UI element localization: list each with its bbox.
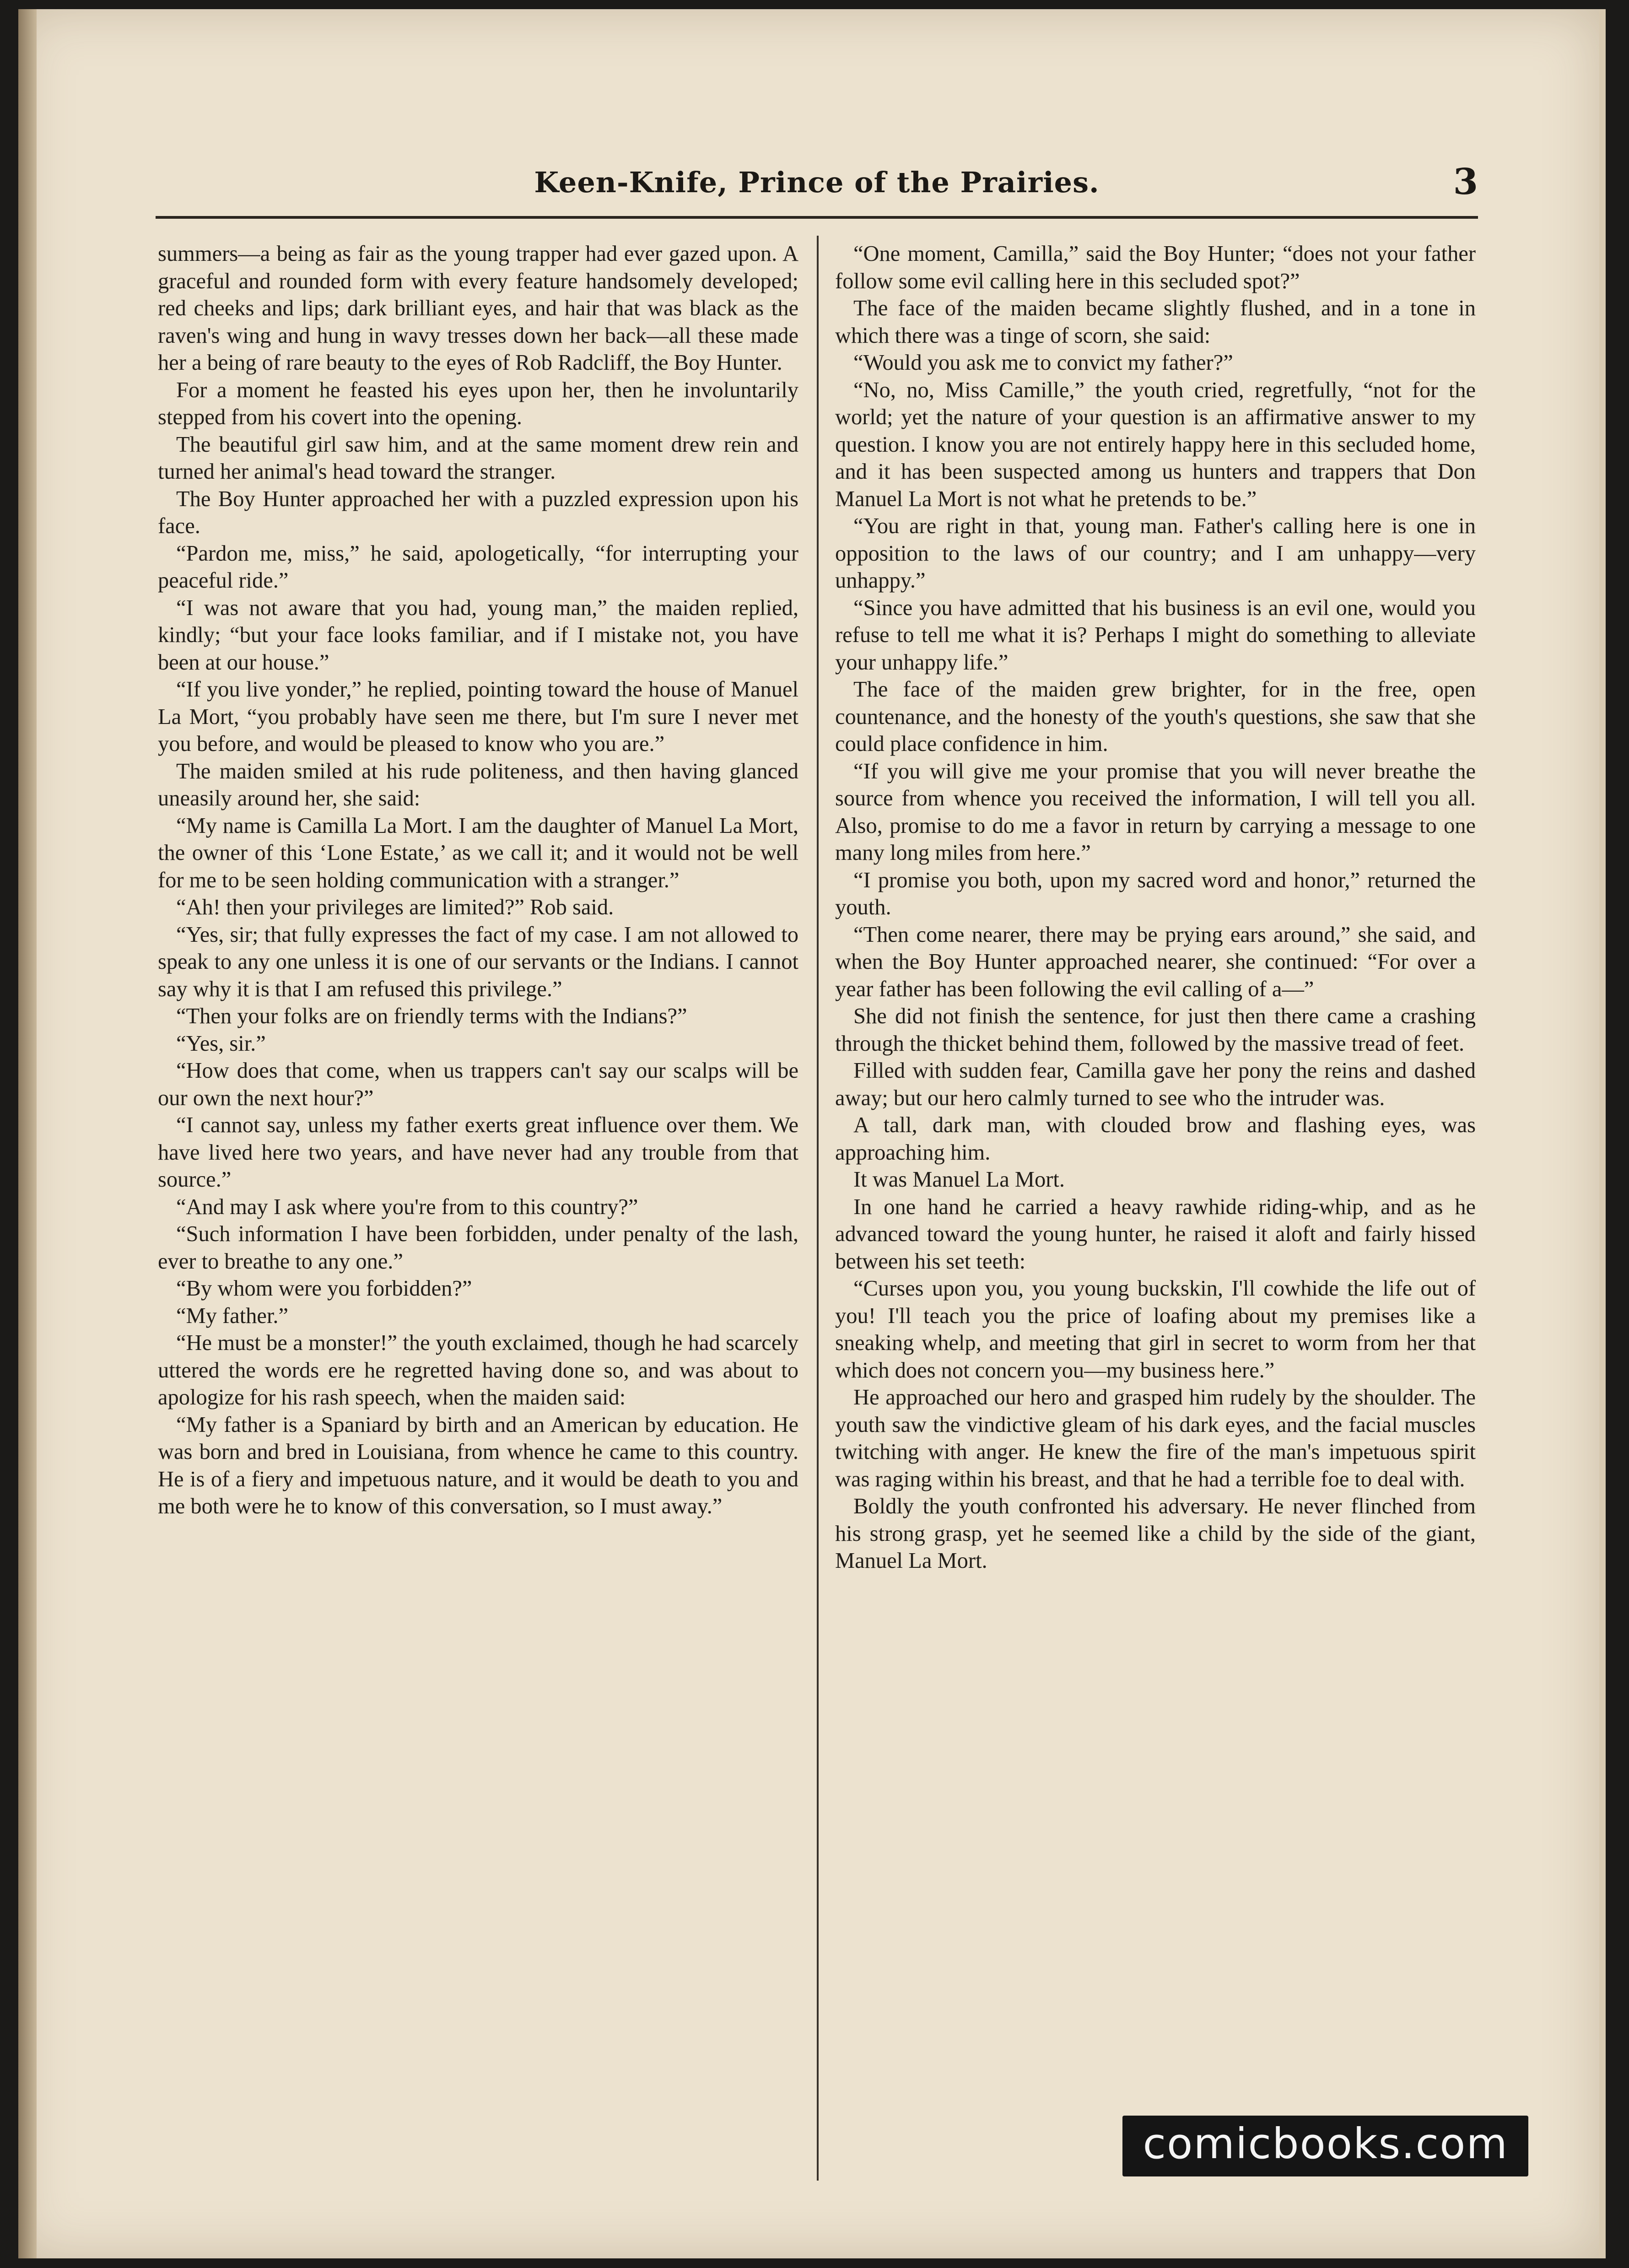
paragraph: “By whom were you forbidden?” [176, 1276, 472, 1301]
paragraph: Filled with sudden fear, Camilla gave her pony the reins and dashed away; but our hero calmly turned to see who the intruder was. [835, 1058, 1476, 1110]
paragraph: He approached our hero and grasped him rudely by the shoulder. The youth saw the vindictive gleam of his dark eyes, and the facial muscles twitching with anger. He knew the fire of the man's impetuous spirit was raging within his breast, and that he had a terrible foe to deal with. [835, 1385, 1476, 1491]
paragraph: “My name is Camilla La Mort. I am the daughter of Manuel La Mort, the owner of this ‘Lone Estate,’ as we call it; and it would not be well for me to be seen holding communication with a stranger.” [158, 813, 798, 892]
text-column-right [835, 240, 1476, 1575]
text-column-left [158, 240, 798, 1520]
paragraph: “My father.” [176, 1303, 289, 1328]
page-binding-edge [18, 9, 37, 2258]
paragraph: “Pardon me, miss,” he said, apologetically, “for interrupting your peaceful ride.” [158, 541, 798, 593]
site-watermark: comicbooks.com [1122, 2116, 1528, 2176]
magazine-page [18, 9, 1606, 2258]
paragraph: “If you will give me your promise that you will never breathe the source from whence you received the information, I will tell you all. Also, promise to do me a favor in return by carrying a message to one many long miles from here.” [835, 759, 1476, 865]
paragraph: “How does that come, when us trappers can't say our scalps will be our own the next hour?” [158, 1058, 798, 1110]
paragraph: The maiden smiled at his rude politeness, and then having glanced uneasily around her, she said: [158, 759, 798, 810]
paragraph: “My father is a Spaniard by birth and an American by education. He was born and bred in Louisiana, from whence he came to this country. He is of a fiery and impetuous nature, and it would be death to you and me both were he to know of this conversation, so I must away.” [158, 1412, 798, 1518]
page-header [156, 161, 1478, 219]
paragraph: “I was not aware that you had, young man,” the maiden replied, kindly; “but your face looks familiar, and if I mistake not, you have been at our house.” [158, 595, 798, 675]
paragraph: “Would you ask me to convict my father?” [853, 351, 1233, 375]
paragraph: “I promise you both, upon my sacred word and honor,” returned the youth. [835, 868, 1476, 919]
paragraph: “Such information I have been forbidden, under penalty of the lash, ever to breathe to any one.” [158, 1222, 798, 1274]
paragraph: For a moment he feasted his eyes upon her, then he involuntarily stepped from his covert into the opening. [158, 378, 798, 429]
paragraph: “And may I ask where you're from to this country?” [176, 1194, 638, 1219]
paragraph: “One moment, Camilla,” said the Boy Hunter; “does not your father follow some evil calling here in this secluded spot?” [835, 242, 1476, 293]
paragraph: The face of the maiden grew brighter, for in the free, open countenance, and the honesty of the youth's questions, she saw that she could place confidence in him. [835, 677, 1476, 756]
paragraph: “Since you have admitted that his business is an evil one, would you refuse to tell me what it is? Perhaps I might do something to alleviate your unhappy life.” [835, 595, 1476, 675]
paragraph: In one hand he carried a heavy rawhide riding-whip, and as he advanced toward the young hunter, he raised it aloft and fairly hissed between his set teeth: [835, 1194, 1476, 1274]
paragraph: The Boy Hunter approached her with a puzzled expression upon his face. [158, 486, 798, 538]
paragraph: “No, no, Miss Camille,” the youth cried, regretfully, “not for the world; yet the nature of your question is an affirmative answer to my question. I know you are not entirely happy here in this secluded home, and it has been suspected among us hunters and trappers that Don Manuel La Mort is not what he pretends to be.” [835, 378, 1476, 511]
paragraph: “Yes, sir; that fully expresses the fact of my case. I am not allowed to speak to any one unless it is one of our servants or the Indians. I cannot say why it is that I am refused this privilege.” [158, 922, 798, 1001]
paragraph: “I cannot say, unless my father exerts great influence over them. We have lived here two years, and have never had any trouble from that source.” [158, 1113, 798, 1192]
paragraph: “If you live yonder,” he replied, pointing toward the house of Manuel La Mort, “you probably have seen me there, but I'm sure I never met you before, and would be pleased to know who you are.” [158, 677, 798, 756]
paragraph: “He must be a monster!” the youth exclaimed, though he had scarcely uttered the words ere he regretted having done so, and was about to apologize for his rash speech, when the maiden said: [158, 1331, 798, 1409]
paragraph: “Then your folks are on friendly terms with the Indians?” [176, 1004, 687, 1028]
column-divider [817, 236, 819, 2181]
paragraph: “Ah! then your privileges are limited?” Rob said. [176, 895, 614, 919]
paragraph: She did not finish the sentence, for just then there came a crashing through the thicket behind them, followed by the massive tread of feet. [835, 1004, 1476, 1056]
paragraph: summers—a being as fair as the young trapper had ever gazed upon. A graceful and rounded form with every feature handsomely developed; red cheeks and lips; dark brilliant eyes, and hair that was black as the raven's wing and hung in wavy tresses down her back—all these made her a being of rare beauty to the eyes of Rob Radcliff, the Boy Hunter. [158, 242, 798, 375]
paragraph: “Yes, sir.” [176, 1031, 266, 1056]
paragraph: The beautiful girl saw him, and at the same moment drew rein and turned her animal's head toward the stranger. [158, 432, 798, 484]
paragraph: “Curses upon you, you young buckskin, I'll cowhide the life out of you! I'll teach you the price of loafing about my premises like a sneaking whelp, and meeting that girl in secret to worm from her that which does not concern you—my business here.” [835, 1276, 1476, 1382]
paragraph: A tall, dark man, with clouded brow and flashing eyes, was approaching him. [835, 1113, 1476, 1165]
paragraph: “Then come nearer, there may be prying ears around,” she said, and when the Boy Hunter approached nearer, she continued: “For over a year father has been following the evil calling of a—” [835, 922, 1476, 1001]
running-title: Keen-Knife, Prince of the Prairies. [534, 166, 1100, 199]
paragraph: The face of the maiden became slightly flushed, and in a tone in which there was a tinge of scorn, she said: [835, 296, 1476, 348]
page-number: 3 [1453, 161, 1478, 203]
paragraph: Boldly the youth confronted his adversary. He never flinched from his strong grasp, yet he seemed like a child by the side of the giant, Manuel La Mort. [835, 1494, 1476, 1573]
paragraph: It was Manuel La Mort. [853, 1167, 1065, 1192]
paragraph: “You are right in that, young man. Father's calling here is one in opposition to the laws of our country; and I am unhappy—very unhappy.” [835, 514, 1476, 593]
